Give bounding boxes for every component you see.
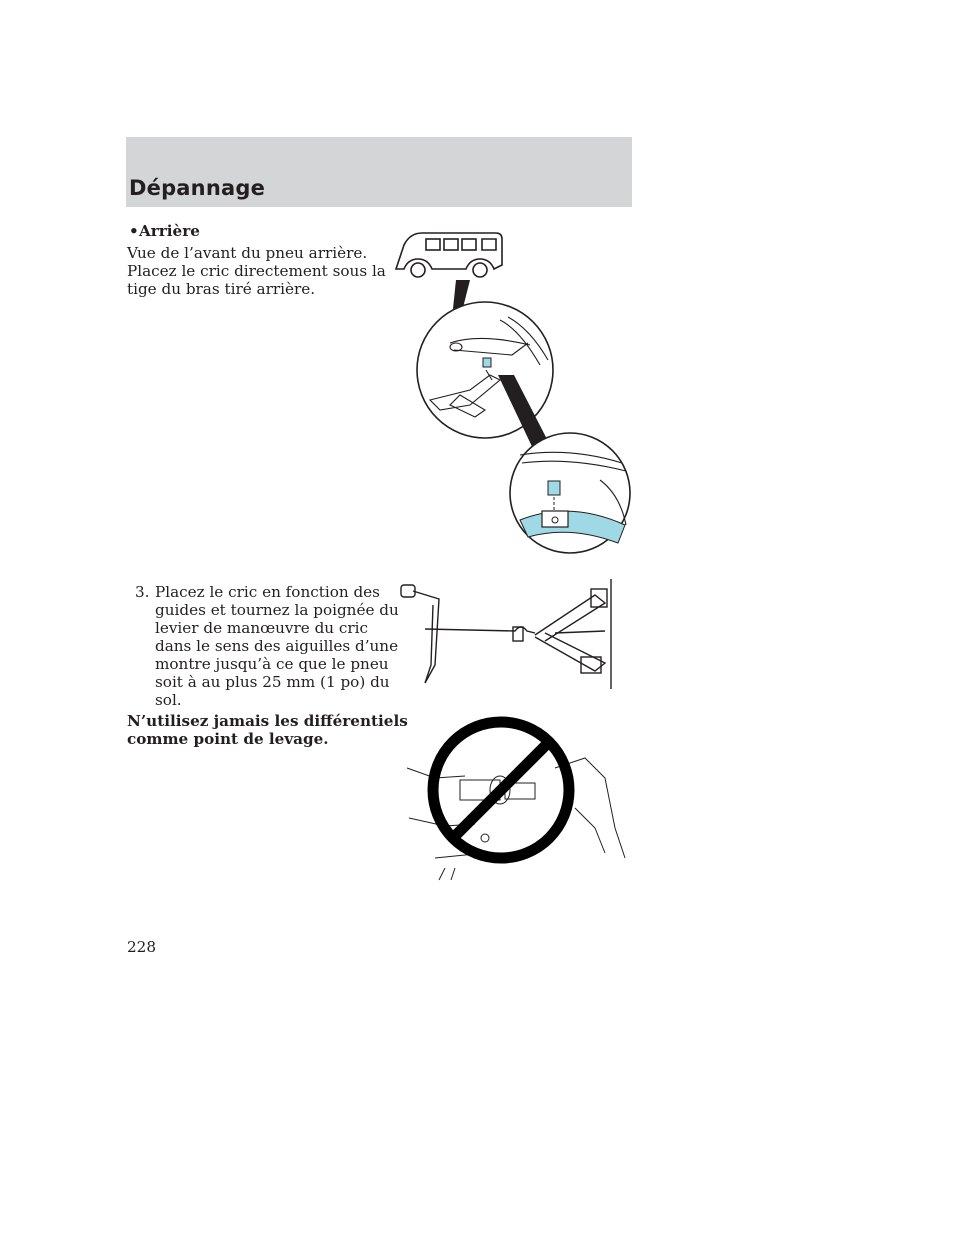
- warning-line: comme point de levage.: [127, 730, 329, 748]
- handle-grip: [401, 585, 415, 597]
- step-line: guides et tournez la poignée du: [155, 601, 399, 619]
- jack-handle-figure: [395, 575, 620, 695]
- step-line: Placez le cric en fonction des: [155, 583, 380, 601]
- rear-instruction-paragraph: [127, 244, 386, 298]
- page-number: 228: [127, 938, 156, 956]
- step-line: montre jusqu’à ce que le pneu: [155, 655, 389, 673]
- bullet-heading: [129, 222, 200, 240]
- step-line: levier de manœuvre du cric: [155, 619, 369, 637]
- warning-line: N’utilisez jamais les différentiels: [127, 712, 408, 730]
- step-line: dans le sens des aiguilles d’une: [155, 637, 399, 655]
- page-title: Dépannage: [129, 176, 266, 200]
- rear-jack-point-figure: [390, 225, 640, 555]
- step-number: 3.: [135, 583, 150, 601]
- paragraph-line: Vue de l’avant du pneu arrière.: [127, 244, 368, 262]
- differential-warning: [127, 712, 408, 748]
- prohibition-icon: [433, 722, 569, 858]
- bullet-label: Arrière: [139, 222, 200, 240]
- no-differential-figure: [405, 708, 627, 883]
- step-line: sol.: [155, 691, 182, 709]
- magnified-circle-2: [510, 433, 630, 553]
- paragraph-line: Placez le cric directement sous la: [127, 262, 386, 280]
- paragraph-line: tige du bras tiré arrière.: [127, 280, 316, 298]
- step-line: soit à au plus 25 mm (1 po) du: [155, 673, 390, 691]
- bullet-icon: •: [129, 222, 139, 240]
- step-3: [135, 583, 399, 709]
- vehicle-icon: [396, 233, 502, 277]
